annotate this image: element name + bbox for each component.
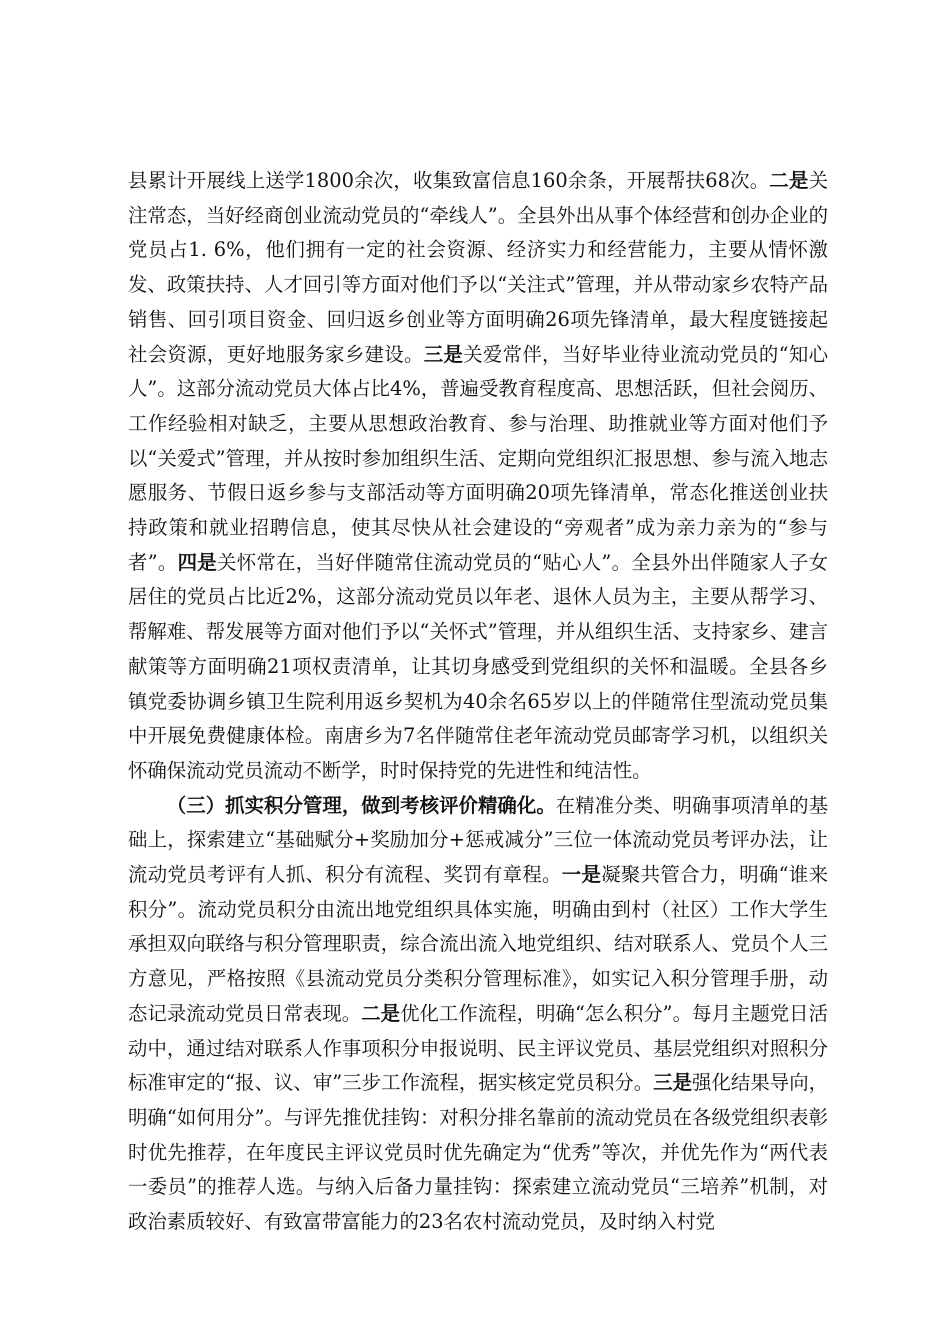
bold-lead-phrase: 一是 (561, 863, 602, 887)
section-heading: （三）抓实积分管理，做到考核评价精确化。 (166, 793, 556, 817)
bold-lead-phrase: 二是 (361, 1001, 401, 1025)
text-segment: 优化工作流程，明确“怎么积分”。每月主题党日活动中，通过结对联系人作事项积分申报说明、民主评议党员、基层党组织对照积分标准审定的“报、议、审”三步工作流程，据实核定党员积分。 (128, 1001, 829, 1095)
bold-lead-phrase: 三是 (423, 342, 464, 366)
text-segment: 关注常态，当好经商创业流动党员的“牵线人”。全县外出从事个体经营和创办企业的党员占1. 6%，他们拥有一定的社会资源、经济实力和经营能力，主要从情怀激发、政策扶持、人才回引等方面对他们予以“关注式”管理，并从带动家乡农特产品销售、回引项目资金、回归返乡创业等方面明确26项先锋清单，最大程度链接起社会资源，更好地服务家乡建设。 (128, 169, 828, 366)
document-page (128, 164, 828, 1240)
text-segment: 关爱常伴，当好毕业待业流动党员的“知心人”。这部分流动党员大体占比4%，普遍受教育程度高、思想活跃，但社会阅历、工作经验相对缺乏，主要从思想政治教育、参与治理、助推就业等方面对他们予以“关爱式”管理，并从按时参加组织生活、定期向党组织汇报思想、参与流入地志愿服务、节假日返乡参与支部活动等方面明确20项先锋清单，常态化推送创业扶持政策和就业招聘信息，使其尽快从社会建设的“旁观者”成为亲力亲为的“参与者”。 (128, 342, 828, 574)
text-segment: 县累计开展线上送学1800余次，收集致富信息160余条，开展帮扶68次。 (128, 169, 770, 192)
text-segment: 在精准分类、明确事项清单的基础上，探索建立“基础赋分+奖励加分+惩戒减分”三位一体流动党员考评办法，让流动党员考评有人抓、积分有流程、奖罚有章程。 (128, 793, 829, 887)
text-segment: 关怀常在，当好伴随常住流动党员的“贴心人”。全县外出伴随家人子女居住的党员占比近2%，这部分流动党员以年老、退休人员为主，主要从帮学习、帮解难、帮发展等方面对他们予以“关怀式”管理，并从组织生活、支持家乡、建言献策等方面明确21项权责清单，让其切身感受到党组织的关怀和温暖。全县各乡镇党委协调乡镇卫生院利用返乡契机为40余名65岁以上的伴随常住型流动党员集中开展免费健康体检。南唐乡为7名伴随常住老年流动党员邮寄学习机，以组织关怀确保流动党员流动不断学，时时保持党的先进性和纯洁性。 (128, 550, 828, 782)
text-segment: 凝聚共管合力，明确“谁来积分”。流动党员积分由流出地党组织具体实施，明确由到村（社区）工作大学生承担双向联络与积分管理职责，综合流出流入地党组织、结对联系人、党员个人三方意见，严格按照《县流动党员分类积分管理标准》，如实记入积分管理手册，动态记录流动党员日常表现。 (128, 863, 828, 1025)
paragraph-continuation (128, 164, 828, 789)
bold-lead-phrase: 三是 (653, 1071, 693, 1095)
text-segment: 强化结果导向，明确“如何用分”。与评先推优挂钩：对积分排名靠前的流动党员在各级党组织表彰时优先推荐，在年度民主评议党员时优先确定为“优秀”等次，并优先作为“两代表一委员”的推荐人选。与纳入后备力量挂钩：探索建立流动党员“三培养”机制，对政治素质较好、有致富带富能力的23名农村流动党员，及时纳入村党 (128, 1071, 829, 1234)
bold-lead-phrase: 二是 (769, 169, 809, 192)
bold-lead-phrase: 四是 (177, 550, 217, 574)
paragraph-section-3 (128, 789, 828, 1240)
